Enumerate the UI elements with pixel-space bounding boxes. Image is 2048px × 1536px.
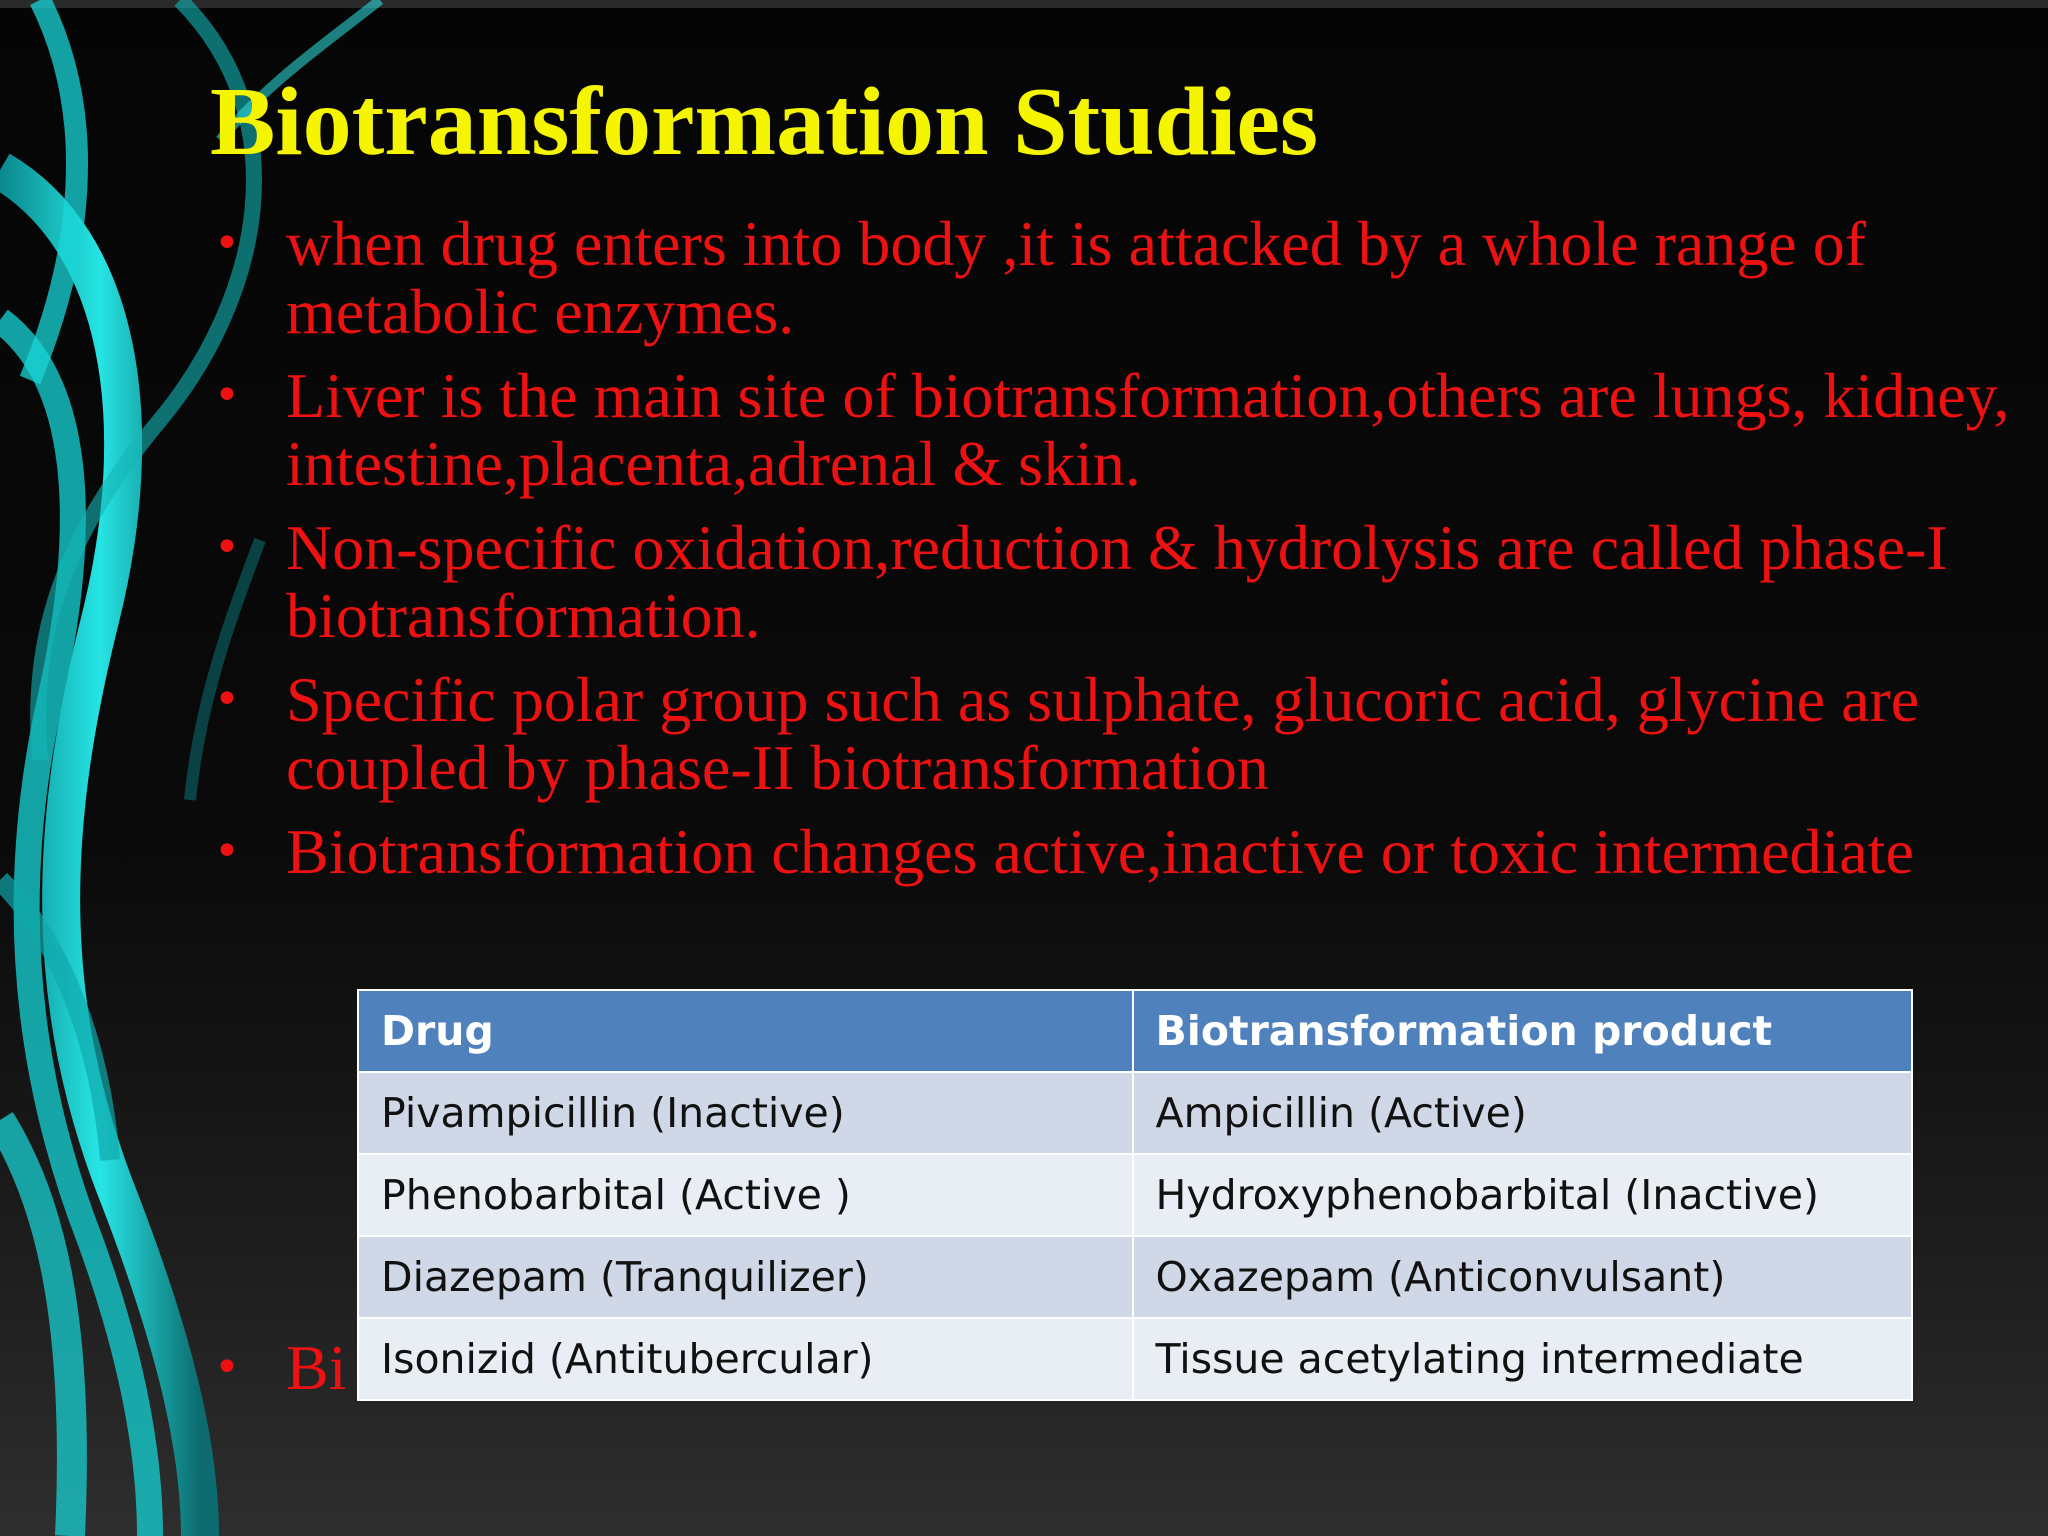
bullet-item <box>210 818 2040 886</box>
bullet-marker: • <box>214 370 240 421</box>
bullet-marker: • <box>214 674 240 725</box>
column-header-drug: Drug <box>358 990 1133 1072</box>
table-row <box>358 1318 1912 1400</box>
bullet-text: Biotransformation changes active,inactive or toxic intermediate <box>286 816 1914 887</box>
table-row <box>358 1236 1912 1318</box>
bullet-item <box>210 514 2040 650</box>
column-header-product: Biotransformation product <box>1133 990 1912 1072</box>
bullet-text: Non-specific oxidation,reduction & hydrolysis are called phase-I biotransformation. <box>286 512 1948 651</box>
bullet-item <box>210 210 2040 346</box>
bullet-marker: • <box>214 218 240 269</box>
bullet-marker: • <box>214 1342 240 1393</box>
bullet-text: Specific polar group such as sulphate, glucoric acid, glycine are coupled by phase-II biotransformation <box>286 664 1920 803</box>
table-cell-product: Tissue acetylating intermediate <box>1133 1318 1912 1400</box>
table-cell-drug: Diazepam (Tranquilizer) <box>358 1236 1133 1318</box>
table-header-row <box>358 990 1912 1072</box>
bullet-text: Liver is the main site of biotransformation,others are lungs, kidney, intestine,placenta,adrenal & skin. <box>286 360 2010 499</box>
bullet-list <box>210 210 2040 902</box>
table-row <box>358 1072 1912 1154</box>
drug-biotransformation-table <box>357 989 1913 1401</box>
table-cell-drug: Pivampicillin (Inactive) <box>358 1072 1133 1154</box>
bullet-text: Bi <box>286 1332 347 1403</box>
table-cell-drug: Phenobarbital (Active ) <box>358 1154 1133 1236</box>
table-cell-product: Oxazepam (Anticonvulsant) <box>1133 1236 1912 1318</box>
slide-title: Biotransformation Studies <box>210 68 1319 176</box>
table-cell-product: Ampicillin (Active) <box>1133 1072 1912 1154</box>
bullet-marker: • <box>214 826 240 877</box>
table-cell-product: Hydroxyphenobarbital (Inactive) <box>1133 1154 1912 1236</box>
bullet-marker: • <box>214 522 240 573</box>
bullet-item <box>210 666 2040 802</box>
table-row <box>358 1154 1912 1236</box>
table-cell-drug: Isonizid (Antitubercular) <box>358 1318 1133 1400</box>
bullet-text: when drug enters into body ,it is attacked by a whole range of metabolic enzymes. <box>286 208 1866 347</box>
bullet-item <box>210 362 2040 498</box>
bullet-item-partially-hidden <box>210 1334 346 1402</box>
